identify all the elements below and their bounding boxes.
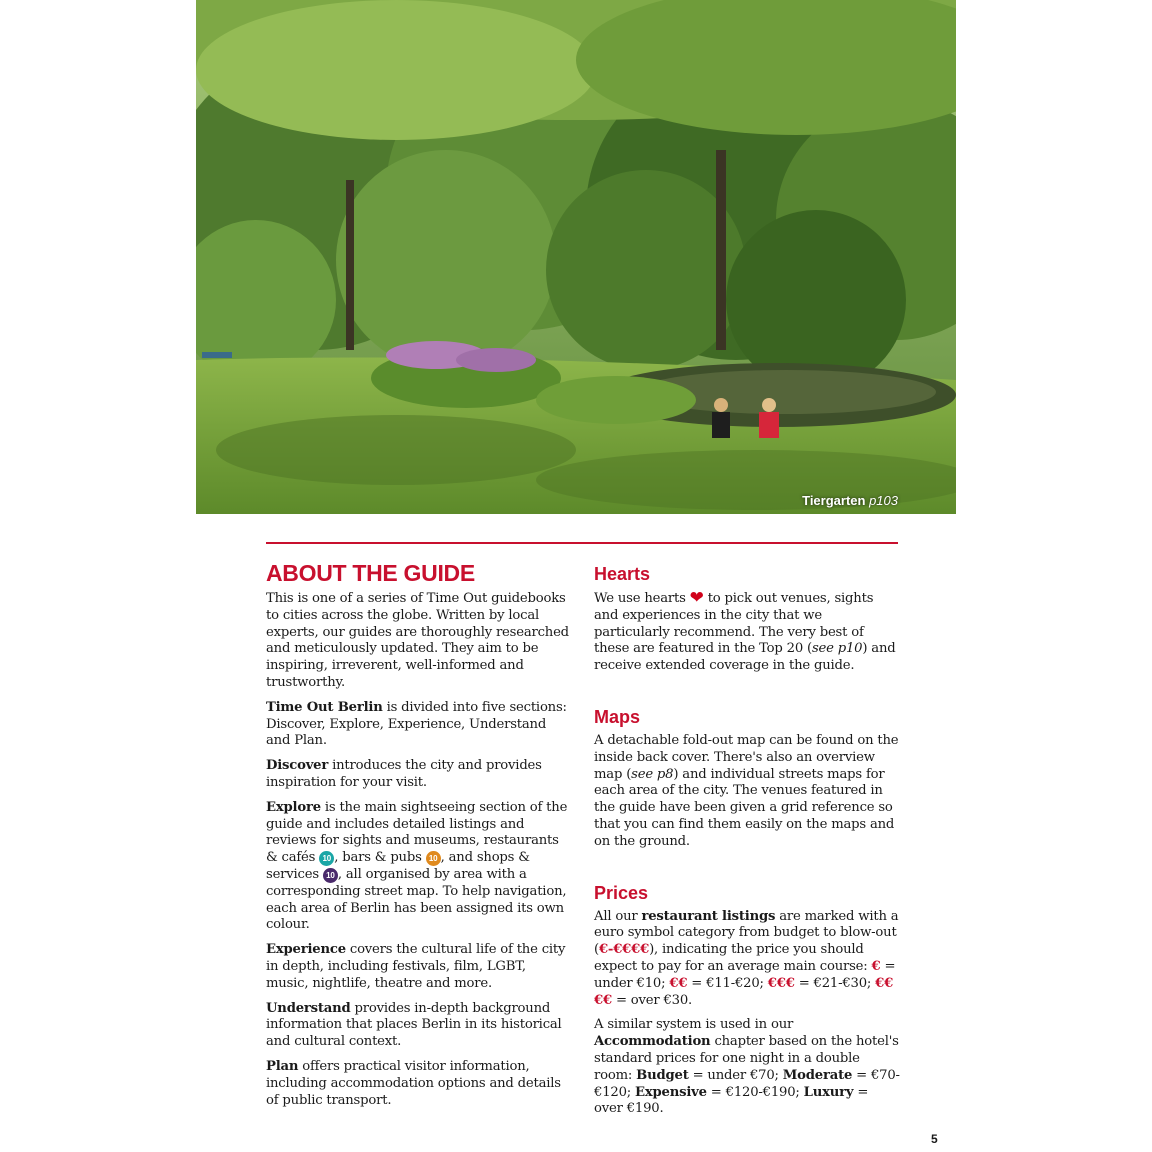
maps-text: A detachable fold-out map can be found on the inside back cover. There's also an overview map (see p8) and individual streets maps for each area of the city. The venues featured in the guide have been given a grid reference so that you can find them easily on the maps and on the ground.: [594, 732, 899, 849]
badge-restaurants-icon: 10: [319, 851, 334, 866]
about-divided: Time Out Berlin is divided into five sections: Discover, Explore, Experience, Understand and Plan.: [266, 699, 567, 749]
left-column: [266, 556, 572, 1117]
about-plan: Plan offers practical visitor information, including accommodation options and details of public transport.: [266, 1058, 561, 1108]
park-photo: [196, 0, 956, 514]
section-rule: [266, 542, 898, 544]
page-number: 5: [931, 1132, 938, 1146]
badge-shops-icon: 10: [323, 868, 338, 883]
about-intro: This is one of a series of Time Out guidebooks to cities across the globe. Written by local experts, our guides are thoroughly researched and meticulously updated. They aim to be inspiring, irreverent, well-informed and trustworthy.: [266, 591, 569, 690]
maps-title: Maps: [594, 706, 641, 727]
about-discover: Discover introduces the city and provides inspiration for your visit.: [266, 758, 542, 790]
about-title: ABOUT THE GUIDE: [266, 560, 475, 586]
about-explore: Explore is the main sightseeing section of the guide and includes detailed listings and reviews for sights and museums, restaurants & cafés 10 , bars & pubs 10 , and shops & services 10 , all organised by area with a corresponding street map. To help navigation, each area of Berlin has been assigned its own colour.: [266, 799, 568, 933]
about-experience: Experience covers the cultural life of the city in depth, including festivals, film, LGBT, music, nightlife, theatre and more.: [266, 942, 566, 991]
prices-restaurants: All our restaurant listings are marked with a euro symbol category from budget to blow-out (€-€€€€), indicating the price you should expect to pay for an average main course: € = under €10; €€ = €11-€20; €€€ = €21-€30; €€€€ = over €30.: [594, 908, 899, 1008]
prices-accommodation: A similar system is used in our Accommodation chapter based on the hotel's standard prices for one night in a double room: Budget = under €70; Moderate = €70-€120; Expensive = €120-€190; Luxury = over €190.: [594, 1017, 900, 1117]
heart-icon: ❤: [689, 588, 704, 608]
right-column: [594, 556, 900, 1126]
hearts-title: Hearts: [594, 564, 651, 584]
hearts-text: We use hearts ❤ to pick out venues, sights and experiences in the city that we particularly recommend. The very best of these are featured in the Top 20 (see p10) and receive extended coverage in the guide.: [594, 588, 896, 674]
about-understand: Understand provides in-depth background information that places Berlin in its historical and cultural context.: [266, 1000, 562, 1050]
prices-title: Prices: [594, 882, 649, 903]
badge-bars-icon: 10: [426, 851, 441, 866]
photo-caption: Tiergarten p103: [802, 493, 898, 508]
